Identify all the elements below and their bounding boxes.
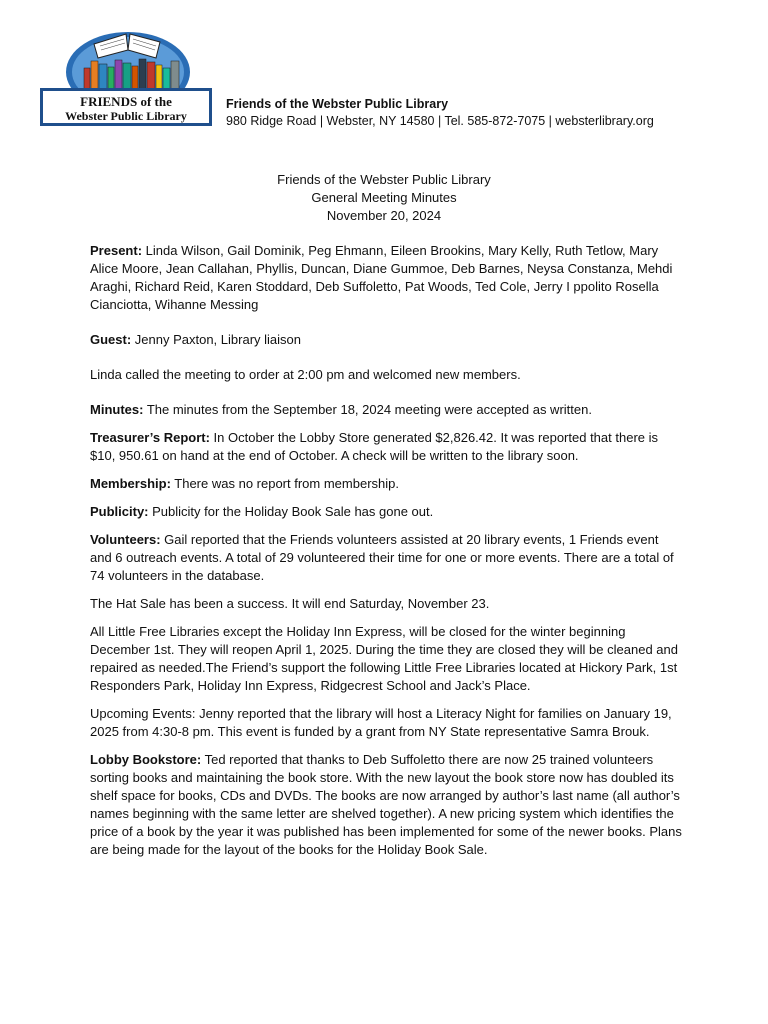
- upcoming-events-paragraph: Upcoming Events: Jenny reported that the library will host a Literacy Night for families on January 19, 2025 from 4:30-8 pm. This event is funded by a grant from NY State representative Samra Brouk.: [90, 706, 672, 739]
- title-line-1: Friends of the Webster Public Library: [277, 172, 491, 187]
- lobby-bookstore-label: Lobby Bookstore:: [90, 752, 202, 767]
- volunteers-text: Gail reported that the Friends volunteers assisted at 20 library events, 1 Friends event and 6 outreach events. A total of 29 volunteered their time for one or more events. There are a total of 74 volunteers in the database.: [90, 532, 674, 583]
- guest-paragraph: [90, 331, 682, 349]
- guest-text: Jenny Paxton, Library liaison: [131, 332, 301, 347]
- membership-label: Membership:: [90, 476, 171, 491]
- treasurer-paragraph: [90, 429, 682, 465]
- document-title: [0, 171, 768, 225]
- minutes-body: [90, 242, 682, 869]
- present-paragraph: [90, 242, 682, 314]
- lobby-bookstore-text: Ted reported that thanks to Deb Suffoletto there are now 25 trained volunteers sorting books and maintaining the book store. With the new layout the book store now has doubled its shelf space for books, CDs and DVDs. The books are now arranged by author’s last name (all author’s names beginning with the same letter are shelved together). A new pricing system which identifies the price of a book by the year it was published has been implemented for some of the newer books. Plans are being made for the layout of the books for the Holiday Book Sale.: [90, 752, 682, 857]
- publicity-paragraph: [90, 503, 682, 521]
- treasurer-text: In October the Lobby Store generated $2,826.42. It was reported that there is $10, 950.61 on hand at the end of October. A check will be written to the library soon.: [90, 430, 658, 463]
- present-label: Present:: [90, 243, 143, 258]
- guest-label: Guest:: [90, 332, 132, 347]
- hat-sale-paragraph: The Hat Sale has been a success. It will end Saturday, November 23.: [90, 596, 490, 611]
- volunteers-paragraph: [90, 531, 682, 585]
- call-to-order-paragraph: Linda called the meeting to order at 2:00 pm and welcomed new members.: [90, 367, 521, 382]
- logo-line-2: Webster Public Library: [65, 109, 187, 123]
- publicity-label: Publicity:: [90, 504, 149, 519]
- letterhead: [226, 96, 654, 130]
- friends-library-logo: [38, 22, 218, 132]
- minutes-paragraph: [90, 401, 682, 419]
- present-text: Linda Wilson, Gail Dominik, Peg Ehmann, Eileen Brookins, Mary Kelly, Ruth Tetlow, Mary Alice Moore, Jean Callahan, Phyllis, Duncan, Diane Gummoe, Deb Barnes, Neysa Constanza, Mehdi Araghi, Richard Reid, Karen Stoddard, Deb Suffoletto, Pat Woods, Ted Cole, Jerry I ppolito Rosella Cianciotta, Wihanne Messing: [90, 243, 673, 312]
- org-address: 980 Ridge Road | Webster, NY 14580 | Tel. 585-872-7075 | websterlibrary.org: [226, 114, 654, 128]
- logo-wordmark: [40, 88, 212, 126]
- little-free-libraries-paragraph: All Little Free Libraries except the Holiday Inn Express, will be closed for the winter beginning December 1st. They will reopen April 1, 2025. During the time they are closed they will be cleaned and repaired as needed.The Friend’s support the following Little Free Libraries located at Hickory Park, 1st Responders Park, Holiday Inn Express, Ridgecrest School and Jack’s Place.: [90, 624, 678, 693]
- logo-line-1: FRIENDS of the: [80, 94, 172, 109]
- publicity-text: Publicity for the Holiday Book Sale has gone out.: [148, 504, 434, 519]
- membership-text: There was no report from membership.: [170, 476, 399, 491]
- membership-paragraph: [90, 475, 682, 493]
- treasurer-label: Treasurer’s Report:: [90, 430, 210, 445]
- title-line-2: General Meeting Minutes: [311, 190, 457, 205]
- volunteers-label: Volunteers:: [90, 532, 161, 547]
- minutes-label: Minutes:: [90, 402, 144, 417]
- title-line-3: November 20, 2024: [326, 208, 442, 223]
- minutes-text: The minutes from the September 18, 2024 meeting were accepted as written.: [143, 402, 592, 417]
- lobby-bookstore-paragraph: [90, 751, 682, 859]
- books-emblem-icon: [38, 22, 218, 94]
- org-name: Friends of the Webster Public Library: [226, 97, 449, 111]
